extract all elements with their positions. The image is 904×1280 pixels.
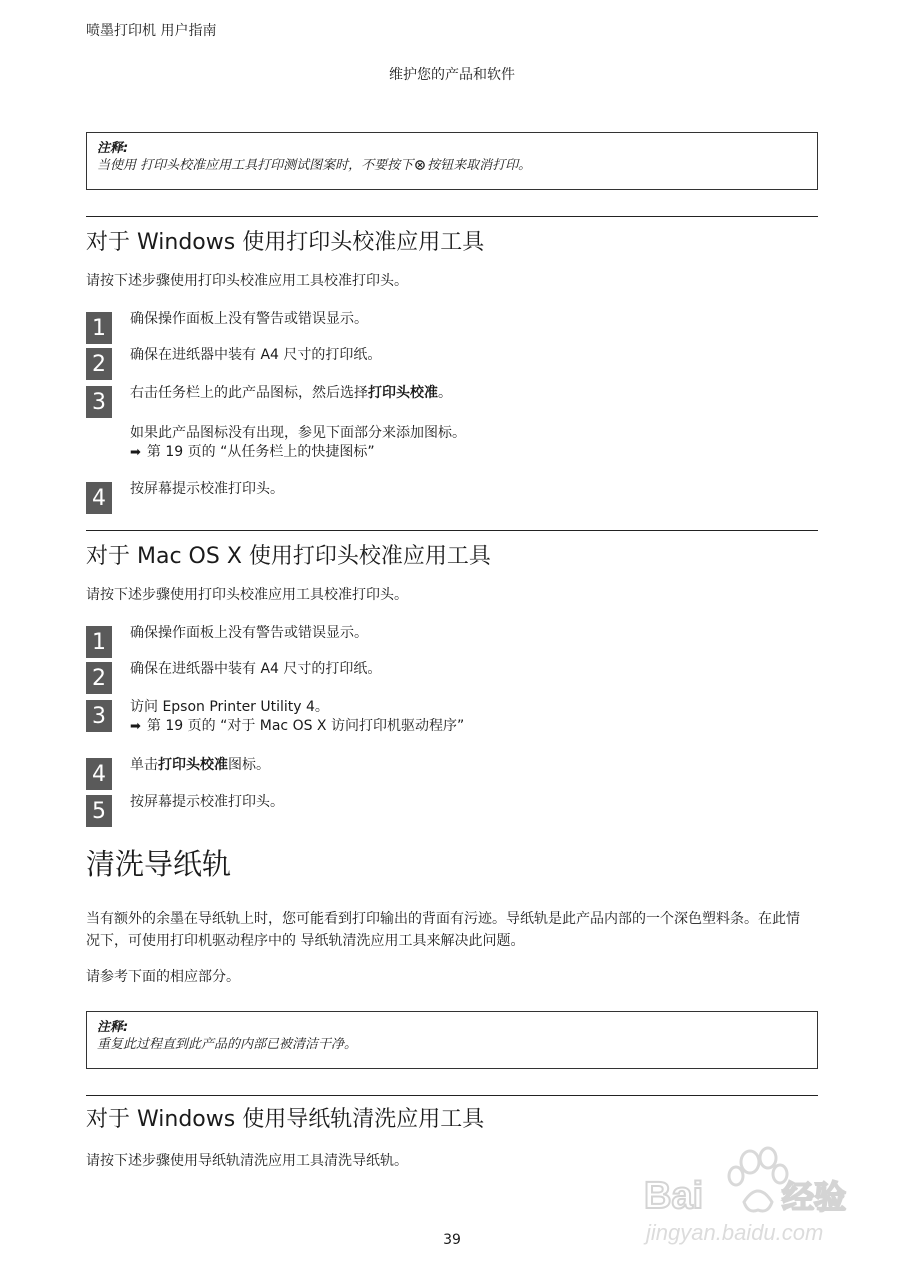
chapter-section-heading: 清洗导纸轨 bbox=[86, 847, 232, 881]
step-text: 单击打印头校准图标。 bbox=[130, 757, 270, 773]
step-number: 1 bbox=[86, 626, 112, 658]
cancel-icon bbox=[415, 160, 425, 170]
step-text: 访问 Epson Printer Utility 4。 bbox=[130, 699, 329, 715]
section-intro: 请按下述步骤使用打印头校准应用工具校准打印头。 bbox=[86, 273, 408, 289]
note-title: 注释: bbox=[97, 1020, 129, 1035]
arrow-right-icon: ➡ bbox=[130, 445, 141, 460]
section-intro: 请按下述步骤使用导纸轨清洗应用工具清洗导纸轨。 bbox=[86, 1153, 408, 1169]
step-number: 4 bbox=[86, 758, 112, 790]
cross-reference-link[interactable]: ➡ 第 19 页的 “从任务栏上的快捷图标” bbox=[130, 444, 375, 460]
section-heading: 对于 Windows 使用导纸轨清洗应用工具 bbox=[86, 1107, 485, 1132]
note-box bbox=[86, 1011, 818, 1069]
section-intro: 请按下述步骤使用打印头校准应用工具校准打印头。 bbox=[86, 587, 408, 603]
step-number: 3 bbox=[86, 386, 112, 418]
step-text: 按屏幕提示校准打印头。 bbox=[130, 481, 284, 497]
section-paragraph: 请参考下面的相应部分。 bbox=[86, 969, 240, 985]
step-text: 确保在进纸器中装有 A4 尺寸的打印纸。 bbox=[130, 661, 382, 677]
step-note: 如果此产品图标没有出现，参见下面部分来添加图标。 bbox=[130, 425, 466, 441]
step-text: 右击任务栏上的此产品图标，然后选择打印头校准。 bbox=[130, 385, 452, 401]
step-number: 2 bbox=[86, 348, 112, 380]
section-rule bbox=[86, 530, 818, 531]
step-number: 1 bbox=[86, 312, 112, 344]
arrow-right-icon: ➡ bbox=[130, 719, 141, 734]
section-heading: 对于 Windows 使用打印头校准应用工具 bbox=[86, 230, 485, 255]
ui-term: 打印头校准 bbox=[158, 757, 228, 773]
note-text: 重复此过程直到此产品的内部已被清洁干净。 bbox=[97, 1037, 358, 1052]
chapter-title: 维护您的产品和软件 bbox=[389, 67, 515, 83]
svg-text:经验: 经验 bbox=[782, 1179, 847, 1215]
section-paragraph: 当有额外的余墨在导纸轨上时，您可能看到打印输出的背面有污迹。导纸轨是此产品内部的一个深色塑料条。在此情况下，可使用打印机驱动程序中的 导纸轨清洗应用工具来解决此问题。 bbox=[86, 911, 800, 949]
step-text: 按屏幕提示校准打印头。 bbox=[130, 794, 284, 810]
section-heading: 对于 Mac OS X 使用打印头校准应用工具 bbox=[86, 544, 491, 569]
svg-text:jingyan.baidu.com: jingyan.baidu.com bbox=[646, 1220, 824, 1245]
section-rule bbox=[86, 216, 818, 217]
step-text: 确保操作面板上没有警告或错误显示。 bbox=[130, 625, 368, 641]
running-header: 喷墨打印机 用户指南 bbox=[86, 23, 217, 39]
step-number: 3 bbox=[86, 700, 112, 732]
step-number: 5 bbox=[86, 795, 112, 827]
step-number: 2 bbox=[86, 662, 112, 694]
step-text: 确保操作面板上没有警告或错误显示。 bbox=[130, 311, 368, 327]
note-title: 注释: bbox=[97, 141, 129, 156]
svg-text:Bai: Bai bbox=[644, 1175, 704, 1217]
ui-term: 打印头校准 bbox=[368, 385, 438, 401]
step-text: 确保在进纸器中装有 A4 尺寸的打印纸。 bbox=[130, 347, 382, 363]
step-number: 4 bbox=[86, 482, 112, 514]
note-text: 当使用 打印头校准应用工具打印测试图案时，不要按下 按钮来取消打印。 bbox=[97, 158, 532, 173]
cross-reference-link[interactable]: ➡ 第 19 页的 “对于 Mac OS X 访问打印机驱动程序” bbox=[130, 718, 465, 734]
section-rule bbox=[86, 1095, 818, 1096]
page-number: 39 bbox=[443, 1232, 461, 1248]
note-box bbox=[86, 132, 818, 190]
